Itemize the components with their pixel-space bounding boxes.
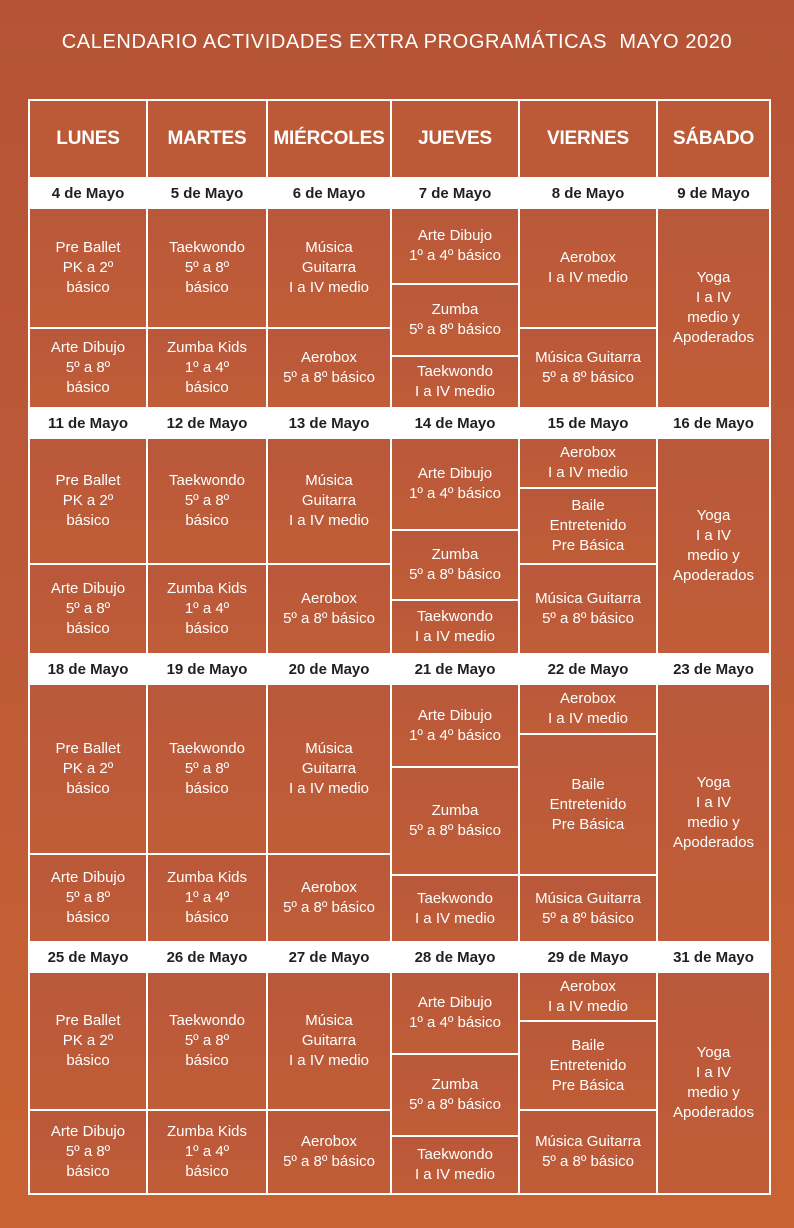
activity-text: Taekwondo 5º a 8º básico	[169, 1012, 245, 1069]
activity-cell	[392, 1137, 518, 1193]
date-label: 6 de Mayo	[292, 184, 366, 202]
activity-text: Arte Dibujo 5º a 8º básico	[50, 339, 126, 396]
activity-text: Aerobox I a IV medio	[547, 249, 629, 286]
activity-text: Zumba 5º a 8º básico	[409, 546, 501, 583]
activity-cell	[392, 1055, 518, 1135]
date-label: 12 de Mayo	[166, 414, 248, 432]
activity-cell	[520, 735, 656, 874]
calendar-table	[28, 99, 771, 1195]
activity-text: Arte Dibujo 5º a 8º básico	[50, 869, 126, 926]
activity-cell	[392, 768, 518, 874]
activity-text: Zumba Kids 1º a 4º básico	[166, 1123, 248, 1180]
activity-cell	[268, 1111, 390, 1193]
date-label: 14 de Mayo	[414, 414, 496, 432]
date-label: 13 de Mayo	[288, 414, 370, 432]
activity-cell	[148, 855, 266, 941]
activity-cell	[658, 439, 769, 653]
activity-cell	[30, 1111, 146, 1193]
date-label: 18 de Mayo	[47, 660, 129, 678]
activity-text: Yoga I a IV medio y Apoderados	[673, 269, 754, 346]
activity-cell	[148, 329, 266, 407]
date-label: 26 de Mayo	[166, 948, 248, 966]
activity-cell	[148, 1111, 266, 1193]
activity-cell	[30, 855, 146, 941]
activity-text: Taekwondo I a IV medio	[414, 363, 496, 400]
activity-cell	[268, 209, 390, 327]
page-title: CALENDARIO ACTIVIDADES EXTRA PROGRAMÁTICAS MAYO 2020	[61, 31, 733, 53]
activity-cell	[520, 973, 656, 1020]
activity-text: Aerobox 5º a 8º básico	[283, 1133, 375, 1170]
date-label: 31 de Mayo	[673, 948, 754, 966]
activity-text: Pre Ballet PK a 2º básico	[55, 239, 121, 296]
date-label: 28 de Mayo	[414, 948, 496, 966]
activity-cell	[148, 209, 266, 327]
activity-text: Aerobox 5º a 8º básico	[283, 590, 375, 627]
activity-cell	[148, 685, 266, 853]
activity-cell	[30, 209, 146, 327]
day-header-jueves: JUEVES	[392, 101, 518, 177]
activity-cell	[148, 565, 266, 653]
date-label: 7 de Mayo	[418, 184, 492, 202]
day-header-miercoles: MIÉRCOLES	[268, 101, 390, 177]
activity-text: Yoga I a IV medio y Apoderados	[673, 1044, 754, 1121]
date-label: 22 de Mayo	[547, 660, 629, 678]
day-header-viernes: VIERNES	[520, 101, 656, 177]
date-label: 4 de Mayo	[51, 184, 125, 202]
activity-text: Arte Dibujo 1º a 4º básico	[409, 994, 501, 1031]
activity-text: Aerobox 5º a 8º básico	[283, 349, 375, 386]
day-header-sabado: SÁBADO	[658, 101, 769, 177]
date-label: 23 de Mayo	[673, 660, 754, 678]
activity-text: Zumba 5º a 8º básico	[409, 1076, 501, 1113]
activity-cell	[30, 329, 146, 407]
activity-cell	[520, 489, 656, 563]
activity-text: Baile Entretenido Pre Básica	[549, 1036, 627, 1094]
activity-text: Zumba 5º a 8º básico	[409, 301, 501, 338]
activity-text: Arte Dibujo 5º a 8º básico	[50, 1123, 126, 1180]
activity-text: Aerobox I a IV medio	[547, 690, 629, 727]
date-label: 8 de Mayo	[551, 184, 625, 202]
activity-cell	[520, 685, 656, 733]
activity-cell	[268, 973, 390, 1109]
activity-cell	[392, 531, 518, 599]
activity-text: Música Guitarra I a IV medio	[288, 472, 370, 529]
activity-cell	[268, 855, 390, 941]
activity-text: Música Guitarra 5º a 8º básico	[535, 889, 641, 927]
activity-text: Aerobox 5º a 8º básico	[283, 879, 375, 916]
activity-cell	[30, 439, 146, 563]
activity-cell	[30, 565, 146, 653]
date-label: 20 de Mayo	[288, 660, 370, 678]
activity-cell	[520, 439, 656, 487]
activity-text: Pre Ballet PK a 2º básico	[55, 472, 121, 529]
activity-text: Música Guitarra I a IV medio	[288, 1012, 370, 1069]
date-label: 25 de Mayo	[47, 948, 129, 966]
activity-text: Pre Ballet PK a 2º básico	[55, 740, 121, 797]
activity-text: Arte Dibujo 1º a 4º básico	[409, 465, 501, 502]
activity-text: Zumba Kids 1º a 4º básico	[166, 580, 248, 637]
activity-text: Música Guitarra I a IV medio	[288, 239, 370, 296]
activity-text: Arte Dibujo 1º a 4º básico	[409, 706, 501, 744]
activity-cell	[520, 1111, 656, 1193]
date-label: 11 de Mayo	[47, 414, 129, 432]
date-label: 9 de Mayo	[677, 184, 750, 202]
activity-cell	[392, 285, 518, 355]
activity-cell	[520, 565, 656, 653]
activity-text: Zumba 5º a 8º básico	[409, 802, 501, 839]
activity-cell	[268, 329, 390, 407]
activity-text: Taekwondo I a IV medio	[414, 608, 496, 645]
date-label: 21 de Mayo	[414, 660, 496, 678]
activity-cell	[268, 685, 390, 853]
activity-text: Taekwondo I a IV medio	[414, 1146, 496, 1183]
activity-text: Música Guitarra 5º a 8º básico	[535, 1133, 641, 1170]
activity-cell	[392, 439, 518, 529]
activity-text: Arte Dibujo 5º a 8º básico	[50, 580, 126, 637]
activity-cell	[268, 565, 390, 653]
activity-text: Pre Ballet PK a 2º básico	[55, 1012, 121, 1069]
activity-cell	[658, 685, 769, 941]
activity-cell	[520, 1022, 656, 1109]
activity-cell	[520, 209, 656, 327]
activity-cell	[392, 357, 518, 407]
activity-cell	[392, 876, 518, 941]
date-label: 15 de Mayo	[547, 414, 629, 432]
activity-cell	[658, 973, 769, 1193]
date-label: 19 de Mayo	[166, 660, 248, 678]
activity-cell	[268, 439, 390, 563]
activity-text: Aerobox I a IV medio	[547, 977, 629, 1015]
activity-text: Arte Dibujo 1º a 4º básico	[409, 227, 501, 264]
activity-text: Taekwondo 5º a 8º básico	[169, 239, 245, 296]
activity-text: Música Guitarra 5º a 8º básico	[535, 590, 641, 627]
activity-text: Yoga I a IV medio y Apoderados	[673, 507, 754, 584]
activity-cell	[658, 209, 769, 407]
activity-cell	[392, 973, 518, 1053]
day-header-martes: MARTES	[148, 101, 266, 177]
activity-cell	[520, 876, 656, 941]
activity-text: Zumba Kids 1º a 4º básico	[166, 869, 248, 926]
activity-text: Taekwondo 5º a 8º básico	[169, 472, 245, 529]
activity-text: Música Guitarra 5º a 8º básico	[535, 349, 641, 386]
date-label: 27 de Mayo	[288, 948, 370, 966]
date-label: 5 de Mayo	[170, 184, 244, 202]
activity-text: Taekwondo I a IV medio	[414, 889, 496, 927]
activity-text: Música Guitarra I a IV medio	[288, 740, 370, 797]
activity-text: Zumba Kids 1º a 4º básico	[166, 339, 248, 396]
date-label: 29 de Mayo	[547, 948, 629, 966]
activity-cell	[392, 209, 518, 283]
activity-text: Aerobox I a IV medio	[547, 444, 629, 481]
activity-cell	[148, 439, 266, 563]
activity-cell	[520, 329, 656, 407]
activity-text: Baile Entretenido Pre Básica	[549, 775, 627, 833]
activity-text: Baile Entretenido Pre Básica	[549, 497, 627, 554]
activity-cell	[30, 973, 146, 1109]
activity-cell	[30, 685, 146, 853]
activity-cell	[148, 973, 266, 1109]
date-label: 16 de Mayo	[673, 414, 754, 432]
activity-text: Taekwondo 5º a 8º básico	[169, 740, 245, 797]
activity-cell	[392, 685, 518, 766]
activity-text: Yoga I a IV medio y Apoderados	[673, 774, 754, 851]
activity-cell	[392, 601, 518, 653]
day-header-lunes: LUNES	[30, 101, 146, 177]
